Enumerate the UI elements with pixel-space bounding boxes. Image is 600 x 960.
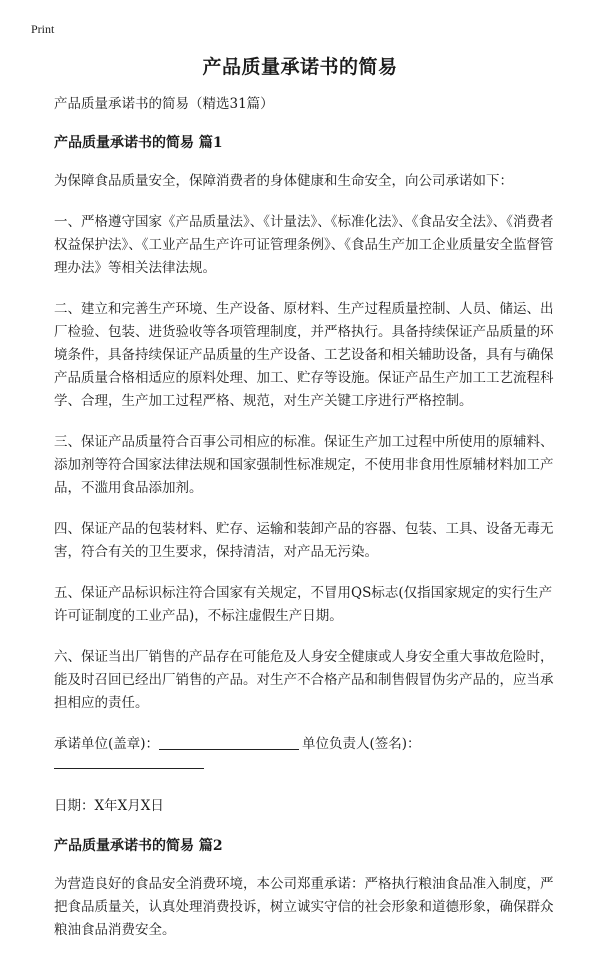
commitment-item-3: 三、保证产品质量符合百事公司相应的标准。保证生产加工过程中所使用的原辅料、添加剂等符合国家法律法规和国家强制性标准规定，不使用非食用性原辅材料加工产品，不滥用食品添加剂。 bbox=[54, 434, 554, 496]
date-line: 日期：X年X月X日 bbox=[54, 798, 164, 814]
commitment-item-6: 六、保证当出厂销售的产品存在可能危及人身安全健康或人身安全重大事故危险时，能及时召回已经出厂销售的产品。对生产不合格产品和制售假冒伪劣产品的，应当承担相应的责任。 bbox=[54, 649, 554, 711]
signature-row bbox=[54, 733, 554, 756]
commitment-item-1: 一、严格遵守国家《产品质量法》、《计量法》、《标准化法》、《食品安全法》、《消费者权益保护法》、《工业产品生产许可证管理条例》、《食品生产加工企业质量安全监督管理办法》等相关法律法规。 bbox=[54, 214, 554, 276]
section-heading-2: 产品质量承诺书的简易 篇2 bbox=[54, 838, 223, 854]
document-subtitle: 产品质量承诺书的简易（精选31篇） bbox=[54, 96, 274, 112]
sign-unit-label: 承诺单位(盖章)： bbox=[54, 736, 160, 752]
commitment-item-4: 四、保证产品的包装材料、贮存、运输和装卸产品的容器、包装、工具、设备无毒无害，符合有关的卫生要求，保持清洁，对产品无污染。 bbox=[54, 521, 554, 560]
commitment-item-5: 五、保证产品标识标注符合国家有关规定，不冒用QS标志(仅指国家规定的实行生产许可证制度的工业产品)，不标注虚假生产日期。 bbox=[54, 585, 553, 624]
document-body bbox=[54, 93, 554, 960]
sign-person-blank bbox=[54, 768, 204, 769]
print-link[interactable]: Print bbox=[31, 22, 55, 36]
sign-unit-blank bbox=[159, 749, 299, 750]
page-title: 产品质量承诺书的简易 bbox=[202, 56, 398, 78]
sign-person-label: 单位负责人(签名)： bbox=[302, 736, 421, 752]
section2-intro: 为营造良好的食品安全消费环境，本公司郑重承诺：严格执行粮油食品准入制度，严把食品质量关，认真处理消费投诉，树立诚实守信的社会形象和道德形象，确保群众粮油食品消费安全。 bbox=[54, 876, 554, 938]
section-heading-1: 产品质量承诺书的简易 篇1 bbox=[54, 135, 223, 151]
commitment-item-2: 二、建立和完善生产环境、生产设备、原材料、生产过程质量控制、人员、储运、出厂检验、包装、进货验收等各项管理制度，并严格执行。具备持续保证产品质量的环境条件，具备持续保证产品质量的生产设备、工艺设备和相关辅助设备，具有与确保产品质量合格相适应的原料处理、加工、贮存等设施。保证产品生产加工工艺流程科学、合理，生产加工过程严格、规范，对生产关键工序进行严格控制。 bbox=[54, 301, 554, 409]
section1-intro: 为保障食品质量安全，保障消费者的身体健康和生命安全，向公司承诺如下： bbox=[54, 173, 513, 189]
